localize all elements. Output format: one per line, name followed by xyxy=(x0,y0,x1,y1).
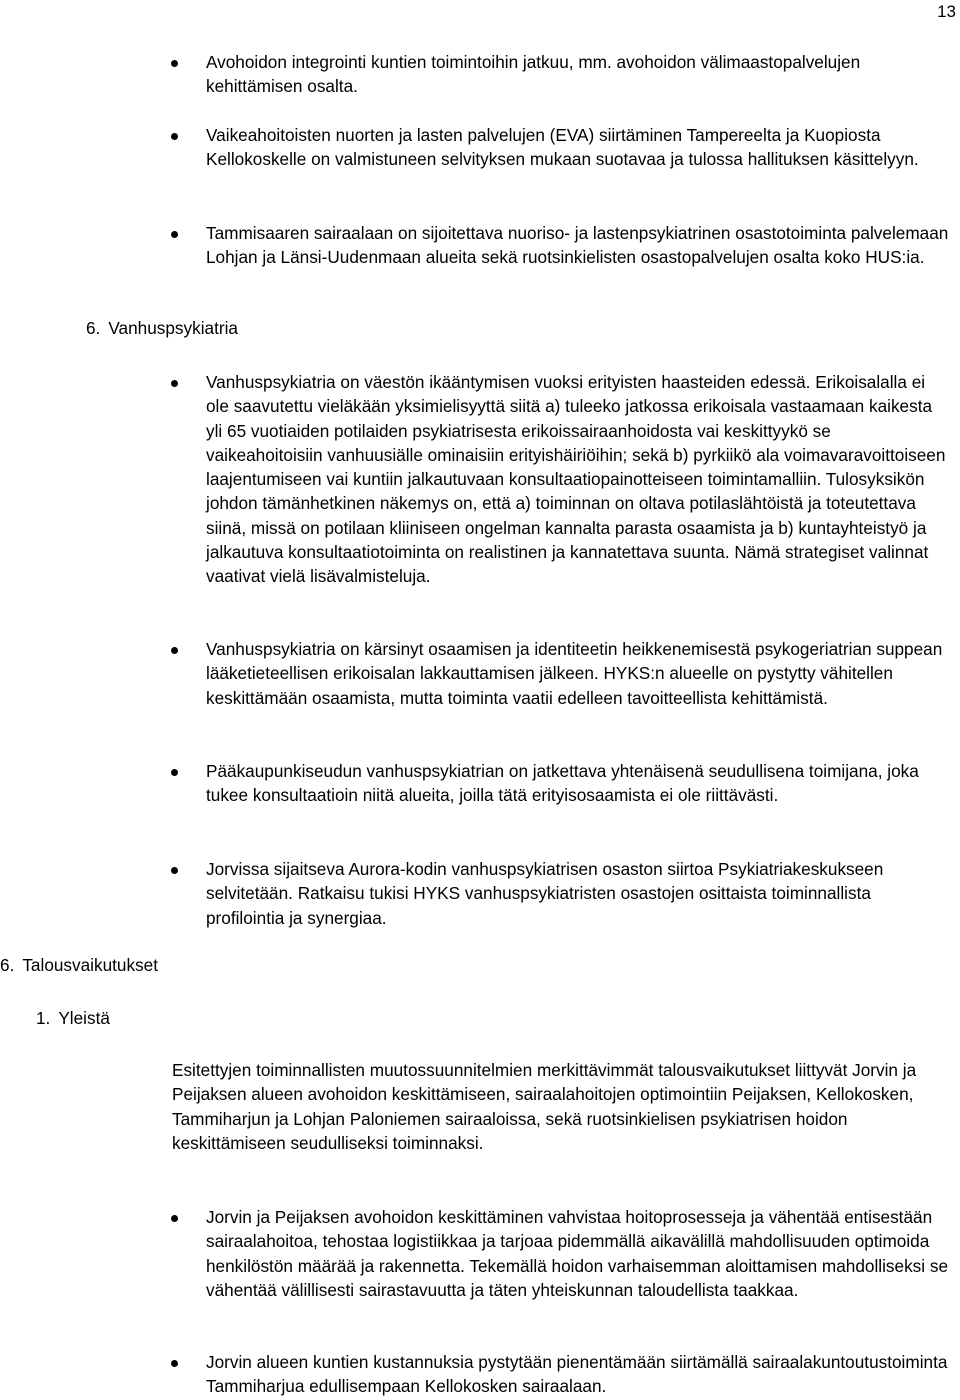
section-heading-vanhuspsykiatria xyxy=(86,316,238,340)
bullet-text: Vanhuspsykiatria on kärsinyt osaamisen ja identiteetin heikkenemisestä psykogeriatrian suppean lääketieteellisen erikoisalan lakkauttamisen jälkeen. HYKS:n alueelle on pystytty vähitellen keskittämään osaamista, mutta toiminta vaatii edelleen tavoitteellista kehittämistä. xyxy=(206,639,943,708)
page-number: 13 xyxy=(937,2,956,21)
list-item xyxy=(206,1205,952,1302)
list-item xyxy=(206,637,952,710)
bullet-icon xyxy=(171,380,178,387)
bullet-text: Jorvin alueen kuntien kustannuksia pystytään pienentämään siirtämällä sairaalakuntoutustoiminta Tammiharjua edullisempaan Kellokosken sairaalaan. xyxy=(206,1352,948,1397)
list-item xyxy=(206,221,952,270)
bullet-icon xyxy=(171,1215,178,1222)
section-number: 6. xyxy=(0,955,15,975)
list-item xyxy=(206,857,952,930)
bullet-text: Vaikeahoitoisten nuorten ja lasten palvelujen (EVA) siirtäminen Tampereelta ja Kuopiosta Kellokoskelle on valmistuneen selvityksen mukaan suotavaa ja tulossa hallituksen käsittelyyn. xyxy=(206,125,919,170)
bullet-icon xyxy=(171,769,178,776)
bullet-icon xyxy=(171,133,178,140)
list-item xyxy=(206,1350,952,1399)
bullet-icon xyxy=(171,867,178,874)
bullet-text: Pääkaupunkiseudun vanhuspsykiatrian on jatkettava yhtenäisenä seudullisena toimijana, joka tukee konsultaatioin niitä alueita, joilla tätä erityisosaamista ei ole riittävästi. xyxy=(206,761,919,806)
bullet-text: Jorvin ja Peijaksen avohoidon keskittäminen vahvistaa hoitoprosesseja ja vähentää entisestään sairaalahoitoa, tehostaa logistiikkaa ja tarjoaa pidemmällä aikavälillä mahdollisuuden optimoida henkilöstön määrää ja rakennetta. Tekemällä hoidon varhaisemman aloittamisen mahdolliseksi se vähentää välillisesti sairastavuutta ja täten yhteiskunnan taloudellista taakkaa. xyxy=(206,1207,949,1300)
intro-paragraph: Esitettyjen toiminnallisten muutossuunnitelmien merkittävimmät talousvaikutukset liittyvät Jorvin ja Peijaksen alueen avohoidon keskittämiseen, sairaalahoitojen optimointiin Peijaksen, Kellokosken, Tammiharjun ja Lohjan Paloniemen sairaaloissa, sekä ruotsinkielisen psykiatrisen hoidon keskittämiseen seudulliseksi toiminnaksi. xyxy=(172,1060,917,1153)
bullet-icon xyxy=(171,647,178,654)
list-item xyxy=(206,370,952,589)
list-item xyxy=(206,50,952,99)
subsection-title: Yleistä xyxy=(58,1008,110,1028)
list-item xyxy=(206,759,952,808)
bullet-text: Vanhuspsykiatria on väestön ikääntymisen vuoksi erityisten haasteiden edessä. Erikoisalalla ei ole saavutettu vieläkään yksimielisyyttä siitä a) tuleeko jatkossa erikoisala vastaamaan kaikesta yli 65 vuotiaiden potilaiden psykiatrisesta erikoissairaanhoidosta vai keskittyykö se vaikeahoitoisiin vanhuusiälle ominaisiin erityishäiriöihin; sekä b) pyrkiikö ala voimavaravoittoiseen laajentumiseen vai kuntiin jalkautuvaan konsultaatiopainotteiseen toimintamalliin. Tulosyksikön johdon tämänhetkinen näkemys on, että a) toiminnan on oltava potilaslähtöistä ja toteutettava siinä, missä on potilaan kliiniseen ongelman kannalta parasta osaamista ja b) kuntayhteistyö ja jalkautuva konsultaatiotoiminta on realistinen ja kannatettava suunta. Nämä strategiset valinnat vaativat vielä lisävalmisteluja. xyxy=(206,372,946,587)
section-title: Vanhuspsykiatria xyxy=(108,318,238,338)
bullet-icon xyxy=(171,231,178,238)
bullet-text: Jorvissa sijaitseva Aurora-kodin vanhuspsykiatrisen osaston siirtoa Psykiatriakeskukseen selvitetään. Ratkaisu tukisi HYKS vanhuspsykiatristen osastojen osittaista toiminnallista profilointia ja synergiaa. xyxy=(206,859,884,928)
bullet-icon xyxy=(171,1360,178,1367)
section-number: 6. xyxy=(86,318,101,338)
list-item xyxy=(206,123,952,172)
bullet-text: Tammisaaren sairaalaan on sijoitettava nuoriso- ja lastenpsykiatrinen osastotoiminta palvelemaan Lohjan ja Länsi-Uudenmaan alueita sekä ruotsinkielisten osastopalvelujen osalta koko HUS:ia. xyxy=(206,223,949,268)
subsection-heading-yleista xyxy=(36,1006,110,1030)
section-title: Talousvaikutukset xyxy=(22,955,159,975)
subsection-number: 1. xyxy=(36,1008,51,1028)
bullet-icon xyxy=(171,60,178,67)
section-heading-talousvaikutukset xyxy=(0,953,158,977)
bullet-text: Avohoidon integrointi kuntien toimintoihin jatkuu, mm. avohoidon välimaastopalvelujen kehittämisen osalta. xyxy=(206,52,861,97)
